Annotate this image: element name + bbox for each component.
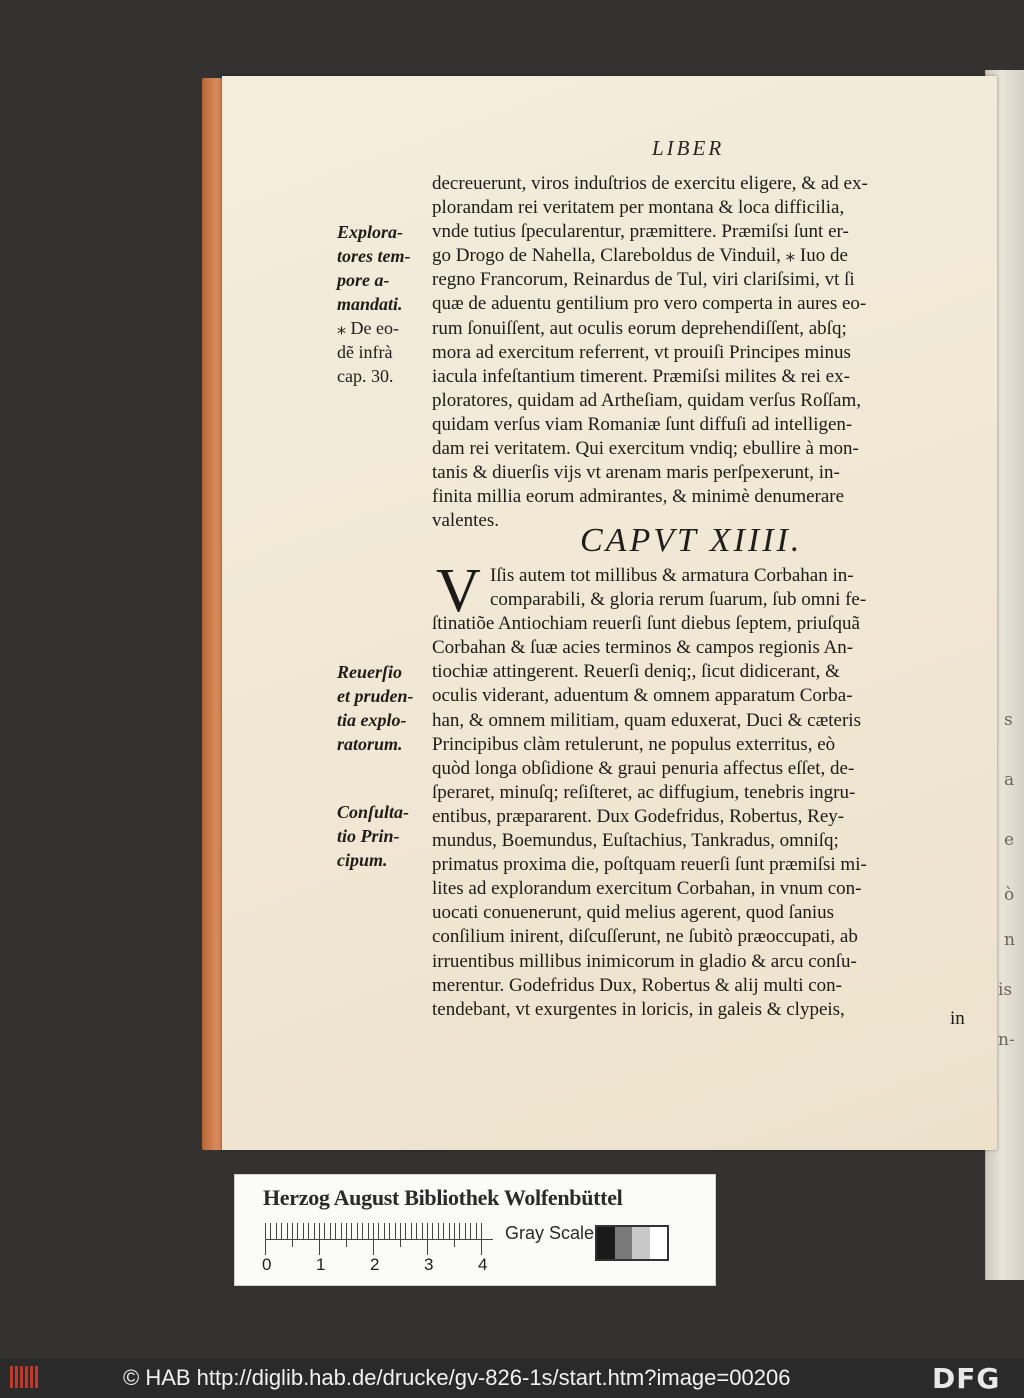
text-line: mundus, Boemundus, Euſtachius, Tankradus, omniſq; [432, 830, 839, 852]
text-line: lites ad explorandum exercitum Corbahan, in vnum con- [432, 878, 862, 900]
margin-note-exploratores: Explora- tores tem- pore a- mandati. [337, 222, 411, 314]
ruler-tick [287, 1223, 288, 1239]
text-line: plorandam rei veritatem per montana & loca difficilia, [432, 197, 845, 219]
ruler-tick [292, 1223, 293, 1247]
text-block-top [432, 172, 977, 533]
ruler-tick [324, 1223, 325, 1239]
ruler-tick [335, 1223, 336, 1239]
text-line: primatus proxima die, poſtquam reuerſi ſunt præmiſsi mi- [432, 854, 867, 876]
ruler-tick [378, 1223, 379, 1239]
fragment: ò [1004, 885, 1015, 905]
ruler-tick [438, 1223, 439, 1239]
centimeter-ruler [265, 1223, 495, 1257]
footer-bar [0, 1358, 1024, 1398]
ruler-tick [297, 1223, 298, 1239]
text-line: comparabili, & gloria rerum ſuarum, ſub omni fe- [490, 589, 867, 611]
ruler-tick [454, 1223, 455, 1247]
ruler-tick [395, 1223, 396, 1239]
ruler-tick [389, 1223, 390, 1239]
text-line: Corbahan & ſuæ acies terminos & campos regionis An- [432, 637, 854, 659]
ruler-number: 3 [424, 1255, 434, 1274]
text-line: decreuerunt, viros induſtrios de exercitu eligere, & ad ex- [432, 173, 868, 194]
text-line: tiochiæ attingerent. Reuerſi deniq;, ſicut didicerant, & [432, 661, 840, 683]
gray-scale-swatches [595, 1225, 669, 1261]
ruler-tick [411, 1223, 412, 1239]
ruler-tick [373, 1223, 374, 1255]
ruler-tick [303, 1223, 304, 1239]
hab-logo-icon [10, 1366, 48, 1390]
gray-swatch [597, 1227, 615, 1259]
text-line: oculis viderant, aduentum & omnem apparatum Corba- [432, 685, 853, 707]
ruler-number: 4 [478, 1255, 488, 1274]
ruler-tick [384, 1223, 385, 1239]
text-line: rum ſonuiſſent, aut oculis eorum deprehendiſſent, abſq; [432, 317, 847, 339]
fragment: s [1004, 710, 1013, 730]
ruler-tick [276, 1223, 277, 1239]
ruler-tick [416, 1223, 417, 1239]
text-line: conſilium inirent, diſcuſſerunt, ne ſubitò præoccupati, ab [432, 926, 858, 948]
ruler-number: 0 [262, 1255, 272, 1274]
fragment: n [1004, 930, 1015, 950]
text-block-chapter [432, 557, 977, 1022]
gray-swatch [632, 1227, 650, 1259]
text-line: finita millia eorum admirantes, & minimè denumerare [432, 486, 845, 508]
text-line: Iſis autem tot millibus & armatura Corbahan in- [490, 565, 854, 586]
fragment: is [998, 980, 1013, 1000]
ruler-tick [351, 1223, 352, 1239]
catchword: in [950, 1008, 965, 1029]
margin-note-crossref: ⁎ De eo- dẽ infrà cap. 30. [337, 318, 399, 386]
ruler-tick [465, 1223, 466, 1239]
ruler-tick [459, 1223, 460, 1239]
ruler-tick [308, 1223, 309, 1239]
text-line: merentur. Godefridus Dux, Robertus & alij multi con- [432, 974, 843, 996]
footer-link[interactable]: © HAB http://diglib.hab.de/drucke/gv-826-1s/start.htm?image=00206 [123, 1365, 791, 1390]
text-line: ploratores, quidam ad Artheſiam, quidam verſus Roſſam, [432, 389, 861, 411]
fragment: n- [998, 1030, 1015, 1050]
text-line: tanis & diuerſis vijs vt arenam maris perſpexerunt, in- [432, 462, 840, 484]
text-line: quòd longa obſidione & graui penuria affectus eſſet, de- [432, 757, 855, 779]
ruler-number: 2 [370, 1255, 380, 1274]
ruler-tick [470, 1223, 471, 1239]
text-line: irruentibus millibus inimicorum in gladio & arcu conſu- [432, 950, 857, 972]
text-line: quidam verſus viam Romaniæ ſunt diffuſi ad intelligen- [432, 413, 853, 435]
ruler-tick [481, 1223, 482, 1255]
ruler-tick [341, 1223, 342, 1239]
ruler-tick [443, 1223, 444, 1239]
text-line: han, & omnem militiam, quam eduxerat, Duci & cæteris [432, 709, 861, 731]
text-line: ſtinatiõe Antiochiam reuerſi ſunt diebus ſeptem, priuſquã [432, 613, 860, 635]
ruler-tick [330, 1223, 331, 1239]
ruler-tick [270, 1223, 271, 1239]
ruler-number: 1 [316, 1255, 326, 1274]
running-head: LIBER [652, 136, 725, 160]
gray-scale-label: Gray Scale [505, 1223, 595, 1243]
ruler-tick [432, 1223, 433, 1239]
text-line: iacula infeſtantium timerent. Præmiſsi milites & rei ex- [432, 365, 850, 387]
fragment: e [1004, 830, 1015, 850]
text-line: uocati conuenerunt, quid melius agerent, quod ſanius [432, 902, 835, 924]
text-line: regno Francorum, Reinardus de Tul, viri clariſsimi, vt ſi [432, 269, 855, 291]
ruler-tick [362, 1223, 363, 1239]
ruler-tick [265, 1223, 266, 1255]
gray-swatch [615, 1227, 633, 1259]
ruler-tick [368, 1223, 369, 1239]
text-line: vnde tutius ſpecularentur, præmittere. Præmiſsi ſunt er- [432, 221, 849, 243]
margin-note-consultatio: Conſulta- tio Prin- cipum. [337, 802, 410, 870]
fragment: a [1004, 770, 1015, 790]
text-line: quæ de aduentu gentilium pro vero comperta in aures eo- [432, 293, 867, 315]
text-line: go Drogo de Nahella, Clareboldus de Vinduil, ⁎ Iuo de [432, 245, 848, 267]
ruler-tick [405, 1223, 406, 1239]
color-scale-card [234, 1174, 716, 1286]
text-line: mora ad exercitum referrent, vt prouiſi Principes minus [432, 341, 851, 363]
ruler-tick [314, 1223, 315, 1239]
ruler-tick [476, 1223, 477, 1239]
ruler-tick [281, 1223, 282, 1239]
ruler-tick [400, 1223, 401, 1247]
margin-note-reuersio: Reuerſio et pruden- tia explo- ratorum. [337, 662, 414, 754]
ruler-tick [357, 1223, 358, 1239]
text-line: entibus, præpararent. Dux Godefridus, Robertus, Rey- [432, 805, 845, 827]
text-line: tendebant, vt exurgentes in loricis, in galeis & clypeis, [432, 998, 845, 1020]
text-line: dam rei veritatem. Qui exercitum vndiq; ebullire à mon- [432, 438, 859, 460]
ruler-tick [422, 1223, 423, 1239]
text-line: valentes. [432, 510, 500, 532]
ruler-tick [319, 1223, 320, 1255]
library-name: Herzog August Bibliothek Wolfenbüttel [263, 1185, 623, 1210]
ruler-tick [427, 1223, 428, 1255]
text-line: ſperaret, minuſq; reſiſteret, ac diffugium, tenebris ingru- [432, 781, 856, 803]
gray-swatch [650, 1227, 668, 1259]
ruler-tick [449, 1223, 450, 1239]
dfg-logo: DFG [932, 1362, 1001, 1395]
ruler-tick [346, 1223, 347, 1247]
drop-capital: V [436, 557, 481, 625]
text-line: Principibus clàm retulerunt, ne populus exterritus, eò [432, 733, 836, 755]
chapter-heading: CAPVT XIIII. [580, 522, 803, 559]
